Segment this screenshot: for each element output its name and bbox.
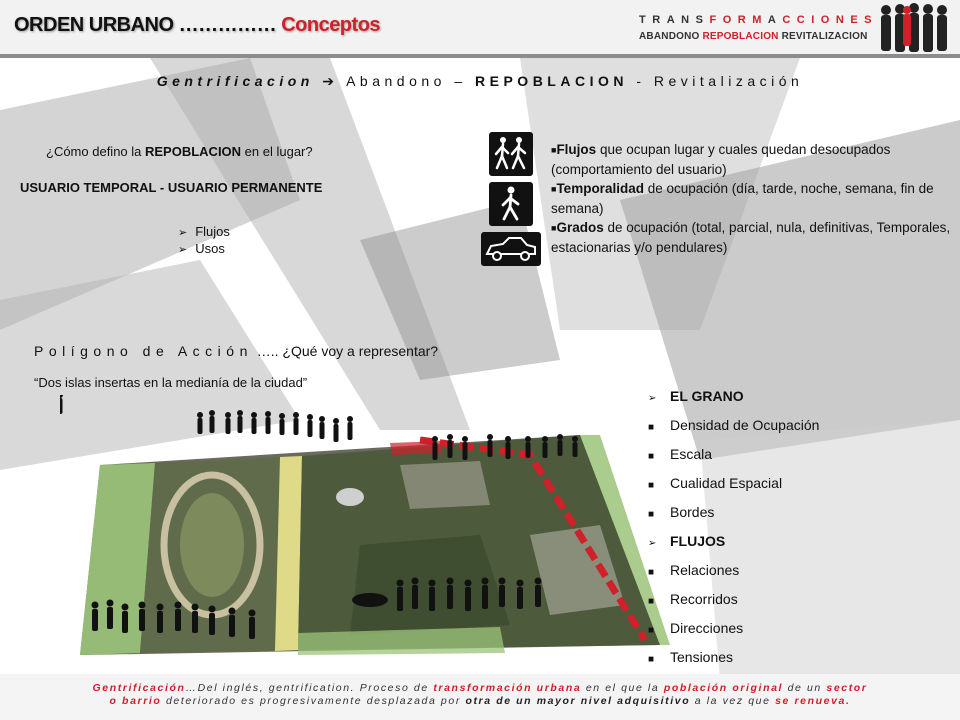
brand-letter: A — [666, 14, 682, 26]
brand-letter: M — [752, 14, 768, 26]
footer-highlight: transformación urbana — [433, 682, 582, 694]
square-bullet-icon: ■ — [648, 654, 655, 665]
polygon-heading — [34, 343, 438, 359]
footer-definition — [0, 682, 960, 708]
grano-list-text: Tensiones — [670, 649, 734, 665]
grano-list-text: Escala — [670, 446, 713, 462]
brand-letter: A — [767, 14, 783, 26]
footer-line-1 — [0, 682, 960, 695]
grano-list-item — [648, 617, 819, 646]
brand-letter: S — [864, 14, 878, 26]
footer-text: a la vez que — [690, 695, 776, 707]
footer-highlight: sector — [826, 682, 868, 694]
footer-text: en el que la — [581, 682, 664, 694]
brand-wordmark — [639, 14, 878, 26]
brand-letter: E — [850, 14, 865, 26]
grano-list-text: Relaciones — [670, 562, 740, 578]
footer-highlight: población original — [663, 682, 784, 694]
brand-letter: F — [709, 14, 723, 26]
brand-letter: R — [652, 14, 667, 26]
subtitle-revitalizacion: - Revitalización — [636, 73, 804, 89]
grano-list-item — [648, 501, 819, 530]
brand-block — [639, 14, 878, 42]
grano-list-text: FLUJOS — [670, 533, 726, 549]
brand-letter: I — [811, 14, 821, 26]
aerial-site-illustration — [60, 395, 670, 675]
flow-text: de ocupación (día, tarde, noche, semana, fin de semana) — [551, 180, 934, 216]
brand-sub-revitalizacion: REVITALIZACION — [781, 31, 868, 42]
flow-description-list — [551, 140, 951, 257]
brand-letter: O — [820, 14, 836, 26]
grano-list-text: Recorridos — [670, 591, 738, 607]
pedestrian-icon — [489, 182, 533, 226]
footer-term: Gentrificación — [92, 682, 186, 694]
subtitle-gentrificacion: Gentrificacion — [156, 73, 314, 89]
footer-highlight: se renueva. — [775, 695, 851, 707]
grano-list-item — [648, 530, 819, 559]
arrow-bullet-icon: ➢ — [648, 538, 657, 549]
flow-description-item — [551, 179, 951, 218]
square-bullet-icon: ■ — [648, 480, 655, 491]
flow-description-item — [551, 140, 951, 179]
page-title — [14, 14, 380, 37]
brand-letter: C — [796, 14, 812, 26]
grano-list-item — [648, 646, 819, 675]
grano-criteria-list — [648, 385, 819, 675]
polygon-dots: ….. — [252, 343, 279, 359]
footer-highlight: o barrio — [109, 695, 162, 707]
arrow-bullet-icon: ➢ — [178, 244, 188, 256]
repoblacion-question — [46, 144, 313, 159]
arrow-bullet-icon: ➢ — [648, 393, 657, 404]
question-pre: ¿Cómo defino la — [46, 144, 145, 159]
square-bullet-icon: ■ — [648, 451, 655, 462]
people-silhouettes-logo — [878, 2, 956, 54]
flow-term: Grados — [556, 219, 604, 235]
flow-term: Temporalidad — [556, 180, 644, 196]
brand-letter: N — [835, 14, 851, 26]
footer-text: de un — [783, 682, 827, 694]
title-accent: Conceptos — [281, 14, 381, 36]
square-bullet-icon: ■ — [551, 183, 557, 194]
footer-line-2 — [0, 695, 960, 708]
grano-list-item — [648, 588, 819, 617]
brand-letter: O — [722, 14, 738, 26]
grano-list-text: Densidad de Ocupación — [670, 417, 820, 433]
brand-sub-abandono: ABANDONO — [639, 31, 700, 42]
square-bullet-icon: ■ — [648, 596, 655, 607]
small-bullet-list — [178, 224, 230, 258]
pedestrians-icon — [489, 132, 533, 176]
question-bold: REPOBLACION — [145, 144, 242, 159]
usuario-heading: USUARIO TEMPORAL - USUARIO PERMANENTE — [20, 180, 323, 195]
small-bullet-item — [178, 224, 230, 239]
arrow-bullet-icon: ➢ — [178, 227, 188, 239]
grano-list-text: Direcciones — [670, 620, 744, 636]
polygon-label: Polígono de Acción — [34, 343, 253, 359]
grano-list-item — [648, 385, 819, 414]
grano-list-item — [648, 443, 819, 472]
square-bullet-icon: ■ — [551, 222, 557, 233]
brand-letter: C — [782, 14, 797, 26]
grano-list-item — [648, 559, 819, 588]
question-post: en el lugar? — [241, 144, 313, 159]
grano-list-text: Bordes — [670, 504, 715, 520]
grano-list-text: EL GRANO — [670, 388, 744, 404]
small-bullet-item — [178, 241, 230, 256]
square-bullet-icon: ■ — [648, 422, 655, 433]
square-bullet-icon: ■ — [648, 509, 655, 520]
brand-letter: T — [639, 14, 653, 26]
brand-letter: R — [737, 14, 753, 26]
polygon-quote: “Dos islas insertas en la medianía de la ciudad” — [34, 375, 308, 390]
grano-list-item — [648, 414, 819, 443]
subtitle-line — [0, 73, 960, 90]
subtitle-abandono: Abandono – — [346, 73, 467, 89]
brand-sub-repoblacion: REPOBLACION — [702, 31, 779, 42]
subtitle-arrow-icon: ➔ — [322, 73, 339, 89]
flow-icons-column — [480, 132, 542, 266]
small-bullet-text: Usos — [195, 241, 225, 256]
footer-emphasis: otra de un mayor nivel adquisitivo — [465, 695, 691, 707]
square-bullet-icon: ■ — [648, 567, 655, 578]
flow-term: Flujos — [556, 142, 597, 157]
title-main: ORDEN URBANO …………… — [14, 14, 277, 36]
brand-letter: S — [695, 14, 710, 26]
square-bullet-icon: ■ — [648, 625, 655, 636]
grano-list-text: Cualidad Espacial — [670, 475, 783, 491]
grano-list-item — [648, 472, 819, 501]
flow-description-item — [551, 218, 951, 257]
subtitle-repoblacion: REPOBLACION — [475, 73, 628, 89]
brand-subline — [639, 31, 878, 42]
brand-letter: N — [681, 14, 696, 26]
square-bullet-icon: ■ — [551, 144, 557, 155]
flow-text: que ocupan lugar y cuales quedan desocupados (comportamiento del usuario) — [551, 142, 891, 177]
car-icon — [481, 232, 541, 266]
flow-text: de ocupación (total, parcial, nula, definitivas, Temporales, estacionarias y/o pendulares) — [551, 219, 951, 255]
polygon-question: ¿Qué voy a representar? — [278, 343, 439, 359]
footer-text: …Del inglés, gentrification. Proceso de — [185, 682, 434, 694]
footer-text: deteriorado es progresivamente desplazada por — [161, 695, 466, 707]
small-bullet-text: Flujos — [195, 224, 230, 239]
